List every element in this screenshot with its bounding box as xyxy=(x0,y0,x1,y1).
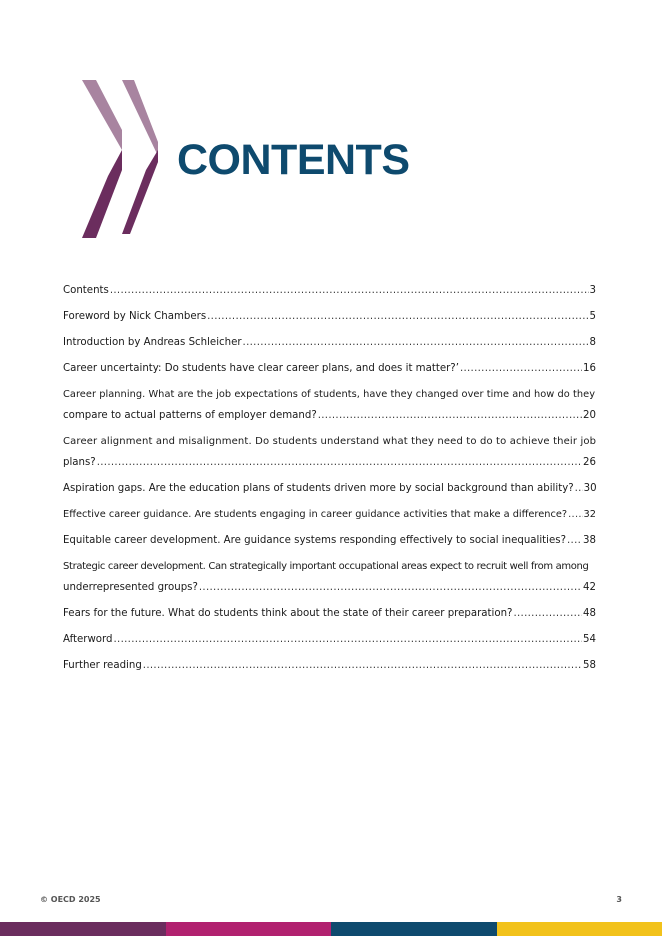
toc-entry-label: Further reading xyxy=(63,660,142,671)
footer-color-band xyxy=(0,922,662,936)
toc-entry-label: Contents xyxy=(63,285,109,296)
footer-copyright: © OECD 2025 xyxy=(40,895,101,904)
toc-entry-label: Equitable career development. Are guidance systems responding effectively to social inequalities? xyxy=(63,535,566,546)
toc-entry[interactable] xyxy=(63,280,596,301)
toc-entry[interactable] xyxy=(63,358,596,379)
toc-entry-label: Afterword xyxy=(63,634,113,645)
toc-leader-dots xyxy=(97,452,582,473)
toc-leader-dots xyxy=(513,603,582,624)
toc-entry[interactable] xyxy=(63,655,596,676)
toc-entry[interactable] xyxy=(63,504,596,525)
toc-leader-dots xyxy=(207,306,588,327)
toc-entry-page: 38 xyxy=(583,535,596,546)
toc-leader-dots xyxy=(143,655,582,676)
toc-entry-label: Fears for the future. What do students think about the state of their career preparation? xyxy=(63,608,513,619)
toc-entry-page: 54 xyxy=(583,634,596,645)
toc-entry-label: Introduction by Andreas Schleicher xyxy=(63,337,242,348)
toc-leader-dots xyxy=(243,332,589,353)
toc-entry-page: 20 xyxy=(583,410,596,421)
toc-entry-page: 48 xyxy=(583,608,596,619)
footer-page-number: 3 xyxy=(616,895,622,904)
toc-entry-page: 8 xyxy=(589,337,596,348)
toc-entry-page: 32 xyxy=(583,509,596,520)
page-title: CONTENTS xyxy=(177,136,410,184)
toc-leader-dots xyxy=(575,478,583,499)
toc-entry-label: Career uncertainty: Do students have clear career plans, and does it matter?’ xyxy=(63,363,459,374)
toc-leader-dots xyxy=(114,629,583,650)
toc-leader-dots xyxy=(568,504,582,525)
toc-leader-dots xyxy=(199,577,582,598)
toc-leader-dots xyxy=(460,358,582,379)
toc-entry-page: 3 xyxy=(589,285,596,296)
band-segment-yellow xyxy=(497,922,662,936)
toc-entry-label: Aspiration gaps. Are the education plans of students driven more by social background than ability? xyxy=(63,483,574,494)
band-segment-purple xyxy=(0,922,166,936)
toc-entry[interactable] xyxy=(63,478,596,499)
toc-entry-label: Effective career guidance. Are students engaging in career guidance activities that make a difference? xyxy=(63,509,568,520)
toc-entry[interactable] xyxy=(63,332,596,353)
toc-entry[interactable] xyxy=(63,431,596,473)
toc-entry-page: 58 xyxy=(583,660,596,671)
toc-entry[interactable] xyxy=(63,629,596,650)
toc-entry-label-line2: compare to actual patterns of employer demand? xyxy=(63,410,317,421)
toc-entry-page: 30 xyxy=(583,483,597,494)
table-of-contents xyxy=(63,280,596,681)
band-segment-magenta xyxy=(166,922,332,936)
band-segment-blue xyxy=(331,922,497,936)
chevron-right-bottom xyxy=(122,150,158,234)
toc-entry[interactable] xyxy=(63,384,596,426)
toc-leader-dots xyxy=(318,405,582,426)
toc-leader-dots xyxy=(567,530,582,551)
toc-entry-label-line1: Career planning. What are the job expectations of students, have they changed over time and how do they xyxy=(63,389,596,400)
toc-entry-label: Foreword by Nick Chambers xyxy=(63,311,207,322)
toc-entry-page: 16 xyxy=(583,363,596,374)
toc-entry[interactable] xyxy=(63,556,596,598)
chevron-right-top xyxy=(122,80,158,156)
toc-entry[interactable] xyxy=(63,603,596,624)
toc-entry-label-line1: Strategic career development. Can strategically important occupational areas expect to recruit well from among xyxy=(63,561,589,572)
oecd-chevron-logo xyxy=(82,80,162,238)
toc-entry-page: 5 xyxy=(589,311,596,322)
toc-entry-label-line1: Career alignment and misalignment. Do students understand what they need to do to achieve their job xyxy=(63,436,597,447)
toc-entry-label-line2: plans? xyxy=(63,457,96,468)
toc-entry-label-line2: underrepresented groups? xyxy=(63,582,198,593)
toc-entry[interactable] xyxy=(63,530,596,551)
toc-entry-page: 26 xyxy=(583,457,596,468)
toc-entry[interactable] xyxy=(63,306,596,327)
toc-entry-page: 42 xyxy=(583,582,596,593)
toc-leader-dots xyxy=(110,280,589,301)
